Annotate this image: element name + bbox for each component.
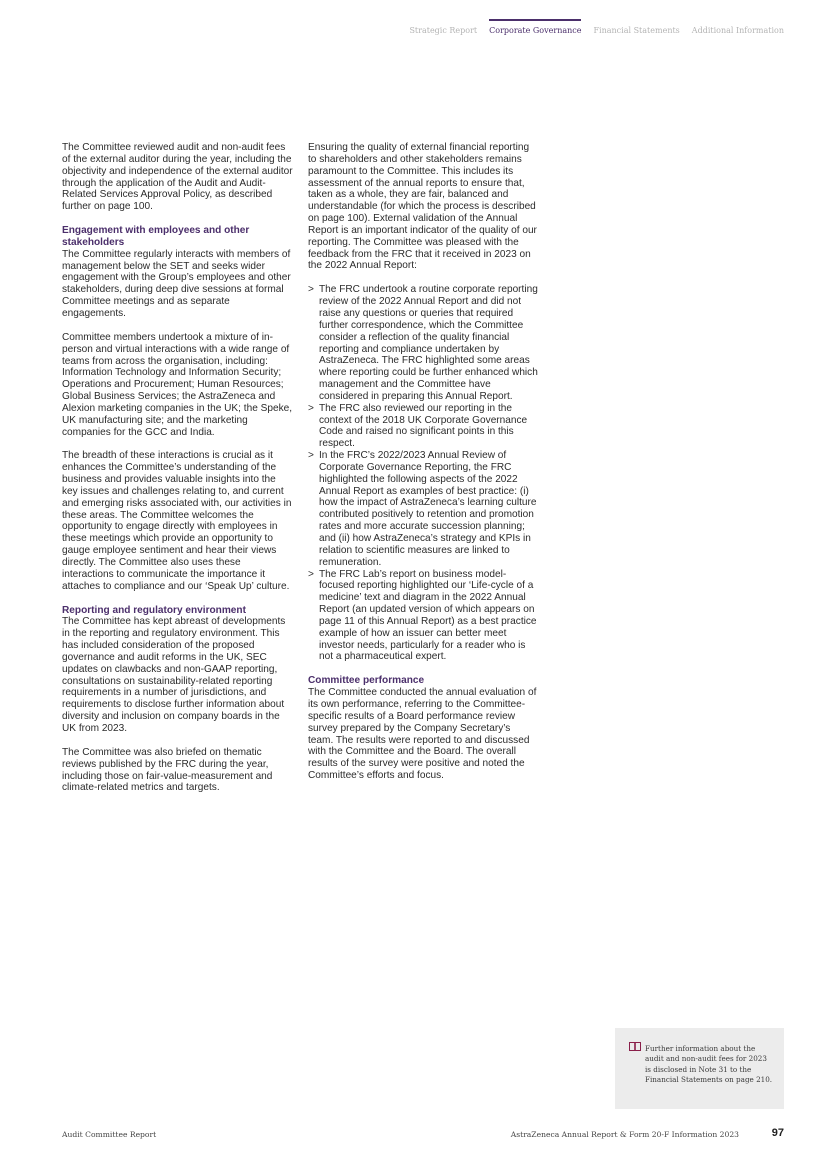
bullet-marker: > xyxy=(308,450,314,462)
bullet-marker: > xyxy=(308,284,314,296)
list-item xyxy=(308,284,538,402)
paragraph-audit-fees: The Committee reviewed audit and non-audit fees of the external auditor during the year, including the objectivity and independence of the external auditor through the application of the Audit and Audit-Related Services Approval Policy, as described further on page 100. xyxy=(62,142,293,213)
bullet-marker: > xyxy=(308,402,314,414)
paragraph-reporting-quality: Ensuring the quality of external financial reporting to shareholders and other stakeholders remains paramount to the Committee. This includes its assessment of the annual reports to ensure that, taken as a whole, they are fair, balanced and understandable (for which the process is described on page 100). External validation of the Annual Report is an important indicator of the quality of our reporting. The Committee was pleased with the feedback from the FRC that it received in 2023 on the 2022 Annual Report: xyxy=(308,142,537,272)
list-item xyxy=(308,569,538,664)
paragraph-performance: The Committee conducted the annual evaluation of its own performance, referring to the Committee-specific results of a Board performance review survey prepared by the Company Secretary’s team. The results were reported to and discussed with the Committee and the Board. The overall results of the survey were positive and noted the Committee’s efforts and focus. xyxy=(308,687,537,782)
list-item xyxy=(308,450,538,568)
further-information-text[interactable]: Further information about the audit and non-audit fees for 2023 is disclosed in Note 31 to the Financial Statements on page 210. xyxy=(645,1044,773,1085)
paragraph-interactions: Committee members undertook a mixture of in-person and virtual interactions with a wide range of teams from across the organisation, including: Information Technology and Information Security; Operations and Procurement; Human Resources; Global Business Services; the AstraZeneca and Alexion marketing companies in the UK; the Speke, UK manufacturing site; and the marketing companies for the GCC and India. xyxy=(62,331,293,438)
heading-committee-performance: Committee performance xyxy=(308,675,425,687)
paragraph-breadth: The breadth of these interactions is crucial as it enhances the Committee’s understanding of the business and provides valuable insights into the key issues and challenges relating to, and current and emerging risks associated with, our activities in these areas. The Committee welcomes the opportunity to engage directly with employees in these meetings which provide an opportunity to gauge employee sentiment and hear their views directly. The Committee also uses these interactions to communicate the importance it attaches to compliance and our ‘Speak Up’ culture. xyxy=(62,450,292,592)
frc-feedback-list xyxy=(308,284,538,663)
footer-section-title: Audit Committee Report xyxy=(62,1130,157,1139)
list-item-text: In the FRC’s 2022/2023 Annual Review of Corporate Governance Reporting, the FRC highlighted the following aspects of the 2022 Annual Report as examples of best practice: (i) how the impact of AstraZeneca’s learning culture contributed positively to retention and promotion rates and more accurate succession planning; and (ii) how AstraZeneca’s strategy and KPIs in relation to scientific measures are linked to remuneration. xyxy=(319,450,537,568)
paragraph-regulatory: The Committee has kept abreast of developments in the reporting and regulatory environment. This has included consideration of the proposed governance and audit reforms in the UK, SEC updates on clawbacks and non-GAAP reporting, consultations on sustainability-related reporting requirements in a number of jurisdictions, and requirements to disclose further information about diversity and inclusion on company boards in the UK from 2023. xyxy=(62,616,286,734)
heading-reporting-environment: Reporting and regulatory environment xyxy=(62,604,246,616)
page-number: 97 xyxy=(771,1127,784,1139)
list-item-text: The FRC also reviewed our reporting in the context of the 2018 UK Corporate Governance Code and raised no significant points in this respect. xyxy=(319,402,528,450)
nav-financial-statements[interactable]: Financial Statements xyxy=(593,26,680,35)
further-information-box xyxy=(615,1028,784,1109)
list-item-text: The FRC undertook a routine corporate reporting review of the 2022 Annual Report and did not raise any questions or queries that required further correspondence, which the Committee consider a reflection of the quality financial reporting and compliance undertaken by AstraZeneca. The FRC highlighted some areas where reporting could be further enhanced which management and the Committee have considered in preparing this Annual Report. xyxy=(319,284,538,402)
right-column xyxy=(308,142,538,794)
nav-corporate-governance[interactable]: Corporate Governance xyxy=(489,26,582,35)
paragraph-engagement-intro: The Committee regularly interacts with members of management below the SET and seeks wider engagement with the Group’s employees and other stakeholders, during deep dive sessions at formal Committee meetings and as separate engagements. xyxy=(62,248,291,319)
heading-engagement: Engagement with employees and other stakeholders xyxy=(62,225,250,248)
footer-report-title: AstraZeneca Annual Report & Form 20-F Information 2023 xyxy=(510,1130,739,1139)
nav-strategic-report[interactable]: Strategic Report xyxy=(409,26,478,35)
bullet-marker: > xyxy=(308,568,314,580)
paragraph-thematic-reviews: The Committee was also briefed on thematic reviews published by the FRC during the year, including those on fair-value-measurement and climate-related metrics and targets. xyxy=(62,746,273,794)
nav-additional-information[interactable]: Additional Information xyxy=(691,26,784,35)
left-column xyxy=(62,142,294,806)
list-item xyxy=(308,403,538,450)
book-icon xyxy=(629,1042,641,1051)
list-item-text: The FRC Lab’s report on business model-focused reporting highlighted our ‘Life-cycle of a medicine’ text and diagram in the 2022 Annual Report (an updated version of which appears on page 11 of this Annual Report) as a best practice example of how an issuer can better meet investor needs, particularly for a reader who is not a pharmaceutical expert. xyxy=(319,568,537,663)
section-nav xyxy=(397,26,784,35)
